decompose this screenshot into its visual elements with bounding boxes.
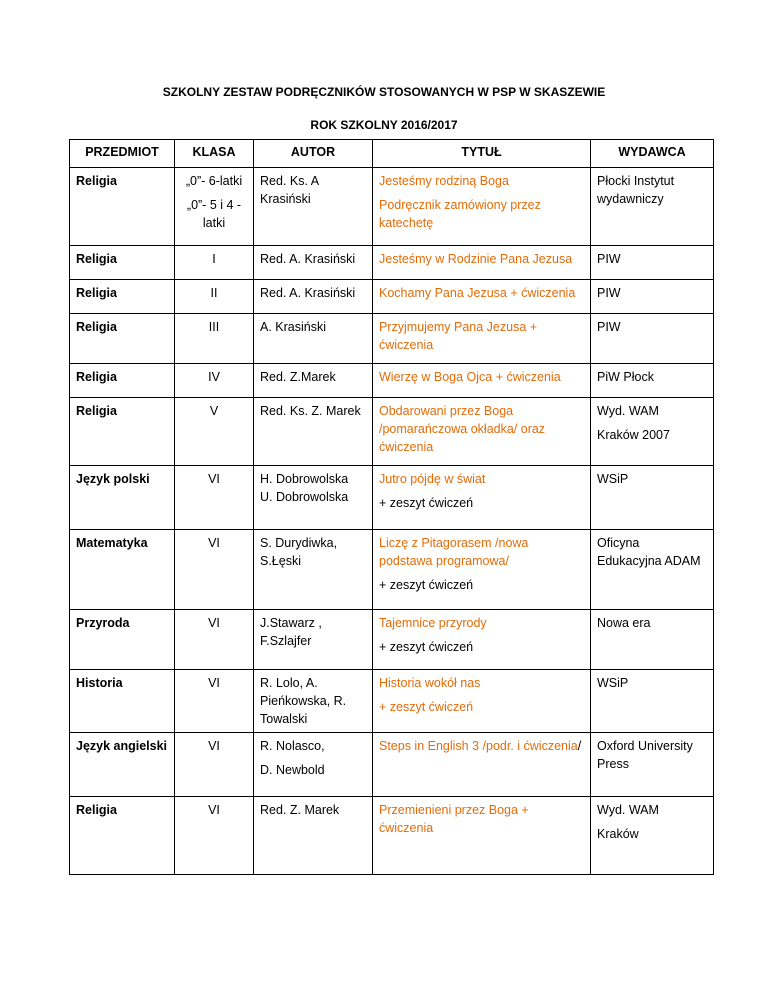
class-value: VI [208,616,220,630]
publisher-cell [591,398,714,466]
subject: Religia [76,404,117,418]
author-cell [254,670,373,733]
author: S. Durydiwka, S.Łęski [260,536,338,568]
header-przedmiot: PRZEDMIOT [70,140,175,168]
header-klasa: KLASA [175,140,254,168]
class-value: VI [208,676,220,690]
class-value: VI [208,803,220,817]
author-cell [254,466,373,530]
publisher-cell [591,670,714,733]
title-cell [373,530,591,610]
class-cell [175,466,254,530]
author: U. Dobrowolska [260,490,349,504]
class-cell [175,314,254,364]
class-value: VI [208,472,220,486]
author: Red. A. Krasiński [260,252,356,266]
publisher-cell [591,168,714,246]
title-cell [373,398,591,466]
header-tytul: TYTUŁ [373,140,591,168]
table-row [70,610,714,670]
publisher: Wyd. WAM [597,404,659,418]
class-cell [175,530,254,610]
book-title: Przyjmujemy Pana Jezusa + ćwiczenia [379,320,538,352]
class-cell [175,246,254,280]
subject: Matematyka [76,536,148,550]
table-row [70,168,714,246]
book-title: Jesteśmy w Rodzinie Pana Jezusa [379,252,573,266]
table-row [70,364,714,398]
author: Red. A. Krasiński [260,286,356,300]
book-title: Historia wokół nas [379,676,481,690]
publisher-cell [591,610,714,670]
title-suffix: / [577,739,582,753]
subject: Religia [76,370,117,384]
author: Red. Z.Marek [260,370,336,384]
book-title: Liczę z Pitagorasem /nowa podstawa programowa/ [379,536,529,568]
class-cell [175,733,254,797]
title-cell [373,364,591,398]
title-cell [373,466,591,530]
table-row [70,398,714,466]
table-row [70,314,714,364]
class-cell [175,364,254,398]
publisher: PIW [597,252,621,266]
publisher-cell [591,246,714,280]
author-cell [254,797,373,875]
book-title: Jesteśmy rodziną Boga [379,174,509,188]
publisher: Płocki Instytut wydawniczy [597,174,675,206]
publisher-cell [591,364,714,398]
subject: Język polski [76,472,150,486]
subject: Religia [76,803,117,817]
table-row [70,530,714,610]
author: H. Dobrowolska [260,472,349,486]
class-value: VI [208,536,220,550]
subject: Religia [76,252,117,266]
book-note: + zeszyt ćwiczeń [379,700,474,714]
header-autor: AUTOR [254,140,373,168]
table-row [70,733,714,797]
publisher: PIW [597,286,621,300]
book-title: Obdarowani przez Boga /pomarańczowa okładka/ oraz ćwiczenia [379,404,546,454]
title-cell [373,733,591,797]
publisher: WSiP [597,676,629,690]
author: Red. Ks. A Krasiński [260,174,319,206]
subject: Język angielski [76,739,168,753]
publisher-cell [591,530,714,610]
book-title: Kochamy Pana Jezusa + ćwiczenia [379,286,576,300]
publisher: WSiP [597,472,629,486]
book-note: Podręcznik zamówiony przez katechetę [379,198,541,230]
book-note: + zeszyt ćwiczeń [379,496,474,510]
title-cell [373,797,591,875]
class-value: VI [208,739,220,753]
class-value: IV [208,370,220,384]
publisher-city: Kraków [597,827,639,841]
subject: Historia [76,676,123,690]
book-note: + zeszyt ćwiczeń [379,640,474,654]
subject-cell [70,364,175,398]
author-cell [254,398,373,466]
class-cell [175,797,254,875]
subject-cell [70,610,175,670]
title-cell [373,280,591,314]
book-title: Wierzę w Boga Ojca + ćwiczenia [379,370,561,384]
publisher-cell [591,797,714,875]
subject-cell [70,670,175,733]
subject: Religia [76,174,117,188]
author: D. Newbold [260,763,325,777]
table-row [70,670,714,733]
subject: Religia [76,320,117,334]
title-cell [373,670,591,733]
title-cell [373,610,591,670]
book-title: Przemienieni przez Boga + ćwiczenia [379,803,529,835]
subject-cell [70,280,175,314]
header-wydawca: WYDAWCA [591,140,714,168]
subject-cell [70,530,175,610]
title-cell [373,246,591,280]
subject-cell [70,314,175,364]
class-cell [175,610,254,670]
subject-cell [70,398,175,466]
author-cell [254,246,373,280]
publisher-cell [591,733,714,797]
table-row [70,246,714,280]
school-year: ROK SZKOLNY 2016/2017 [310,118,458,132]
class-value: „0”- 5 i 4 - latki [186,198,242,230]
title-cell [373,168,591,246]
subject-cell [70,733,175,797]
subject: Przyroda [76,616,130,630]
publisher-city: Kraków 2007 [597,428,670,442]
subject: Religia [76,286,117,300]
author-cell [254,610,373,670]
subject-cell [70,797,175,875]
class-value: V [209,404,219,418]
table-header-row [70,140,714,168]
book-title: Steps in English 3 /podr. i ćwiczenia [379,739,578,753]
textbook-table [69,139,714,875]
publisher: Oxford University Press [597,739,693,771]
table-row [70,797,714,875]
subject-cell [70,168,175,246]
class-value: I [212,252,216,266]
title-cell [373,314,591,364]
publisher-cell [591,280,714,314]
author-cell [254,314,373,364]
publisher: Oficyna Edukacyjna ADAM [597,536,701,568]
author: R. Lolo, A. Pieńkowska, R. Towalski [260,676,347,726]
author-cell [254,168,373,246]
class-value: III [208,320,220,334]
publisher: PIW [597,320,621,334]
class-cell [175,280,254,314]
author: Red. Ks. Z. Marek [260,404,361,418]
book-title: Tajemnice przyrody [379,616,487,630]
class-value: II [210,286,218,300]
class-value: „0”- 6-latki [185,174,243,188]
book-note: + zeszyt ćwiczeń [379,578,474,592]
publisher: PiW Płock [597,370,654,384]
publisher-cell [591,466,714,530]
document-heading: SZKOLNY ZESTAW PODRĘCZNIKÓW STOSOWANYCH W PSP W SKASZEWIE [162,85,606,99]
subject-cell [70,246,175,280]
author: A. Krasiński [260,320,326,334]
table-row [70,466,714,530]
publisher-cell [591,314,714,364]
book-title: Jutro pójdę w świat [379,472,486,486]
class-cell [175,398,254,466]
subject-cell [70,466,175,530]
class-cell [175,168,254,246]
publisher: Nowa era [597,616,651,630]
author-cell [254,530,373,610]
publisher: Wyd. WAM [597,803,659,817]
author: J.Stawarz , F.Szlajfer [260,616,322,648]
author-cell [254,733,373,797]
author: Red. Z. Marek [260,803,340,817]
table-row [70,280,714,314]
class-cell [175,670,254,733]
author-cell [254,280,373,314]
author: R. Nolasco, [260,739,325,753]
author-cell [254,364,373,398]
